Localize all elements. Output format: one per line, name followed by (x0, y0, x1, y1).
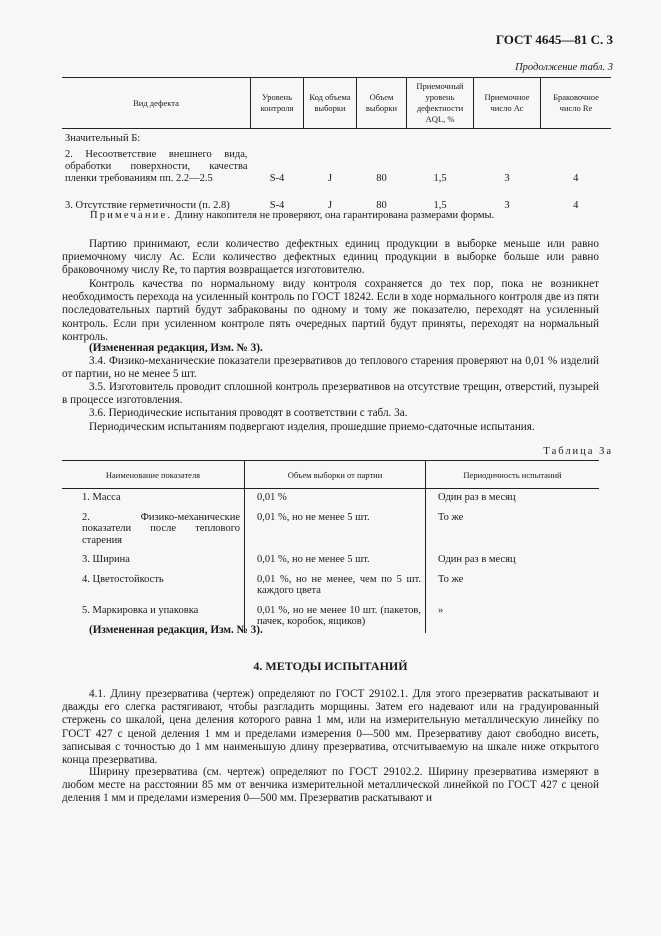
col-code: Код объема выборки (304, 78, 357, 129)
table-3a-title: Таблица 3а (543, 446, 613, 457)
paragraph-3-6: 3.6. Периодические испытания проводят в соответствии с табл. 3а. (89, 407, 408, 419)
level-cell: S-4 (269, 173, 285, 184)
paragraph-acceptance: Партию принимают, если количество дефектных единиц продукции в выборке меньше или равно приемочному числу Ас. Если количество дефектных единиц продукции в выборке больше или равно браковочному числу Re, то партия возвращается изготовителю. (62, 238, 599, 277)
col-re: Браковочное число Re (541, 78, 612, 129)
period-cell: То же (438, 511, 464, 523)
paragraph-3-6-b: Периодическим испытаниям подвергают изделия, прошедшие приемо-сдаточные испытания. (89, 421, 535, 433)
table-row (62, 509, 599, 552)
col-sample: Объем выборки от партии (245, 461, 426, 489)
period-cell: Один раз в месяц (438, 554, 516, 565)
aql-cell: 1,5 (433, 200, 447, 211)
level-cell: S-4 (269, 200, 285, 211)
sample-cell: 0,01 % (245, 489, 426, 509)
note-text: Длину накопителя не проверяют, она гарантирована размерами формы. (174, 210, 495, 221)
section-title: 4. МЕТОДЫ ИСПЫТАНИЙ (253, 659, 408, 673)
sample-cell: 0,01 %, но не менее 5 шт. (245, 551, 426, 571)
defect-cell: 2. Несоответствие внешнего вида, обработки поверхности, качества пленки требованиям пп. 2.2—2.5 (65, 149, 248, 184)
period-cell: » (438, 604, 444, 616)
paragraph-3-5: 3.5. Изготовитель проводит сплошной контроль презервативов на отсутствие трещин, отверстий, пузырей в процессе изготовления. (62, 381, 599, 407)
col-aql: Приемочный уровень дефектности AQL, % (407, 78, 474, 129)
revision-note: (Измененная редакция, Изм. № 3). (89, 342, 263, 354)
table-row (62, 185, 611, 212)
revision-note-2: (Измененная редакция, Изм. № 3). (89, 624, 263, 636)
aql-cell: 1,5 (433, 173, 447, 184)
indicator-cell: 1. Масса (82, 492, 121, 503)
table-3a (62, 460, 599, 633)
indicator-cell: 3. Ширина (82, 554, 130, 565)
paragraph-3-4: 3.4. Физико-механические показатели презервативов до теплового старения проверяют на 0,01 % изделий от партии, но не менее 5 шт. (62, 355, 599, 381)
sample-cell: 0,01 %, но не менее 5 шт. (245, 509, 426, 552)
col-period: Периодичность испытаний (426, 461, 600, 489)
indicator-cell: 2. Физико-механические показатели после теплового старения (82, 511, 240, 546)
paragraph-4-2: Ширину презерватива (см. чертеж) определяют по ГОСТ 29102.2. Ширину презерватива измеряют в любом месте на расстоянии 85 мм от венчика измерительной металлической линейкой по ГОСТ 427 с ценой деления 1 мм и пределами измерения 0—500 мм. Презерватив раскатывают и (62, 766, 599, 805)
page-header: ГОСТ 4645—81 С. 3 (495, 32, 613, 47)
paragraph-4-1: 4.1. Длину презерватива (чертеж) определяют по ГОСТ 29102.1. Для этого презерватив раскатывают и дважды его слегка растягивают, чтобы разгладить морщины. Затем его надевают или на градуированный стержень со шкалой, цена деления которого равна 1 мм, или на измерительную металлическую линейку по ГОСТ 427 с ценой деления 1 мм и пределами измерения 0—500 мм. Презервативу дают свободно висеть, записывая с точностью до 1 мм наименьшую длину презерватива, отсчитываемую на шкале ниже открытого конца презерватива. (62, 688, 599, 767)
col-defect: Вид дефекта (62, 78, 251, 129)
size-cell: 80 (376, 200, 387, 211)
table-continuation-label: Продолжение табл. 3 (515, 62, 613, 73)
table-row (62, 551, 599, 571)
table-row (62, 147, 611, 185)
col-indicator: Наименование показателя (62, 461, 245, 489)
col-level: Уровень контроля (251, 78, 304, 129)
sample-cell: 0,01 %, но не менее, чем по 5 шт. каждого цвета (245, 571, 426, 602)
group-label: Значительный Б: (65, 133, 141, 144)
period-cell: Один раз в месяц (438, 492, 516, 503)
table-3 (62, 77, 611, 212)
re-cell: 4 (573, 200, 579, 211)
table-note (90, 210, 494, 221)
code-cell: J (327, 200, 333, 211)
indicator-cell: 5. Маркировка и упаковка (82, 604, 199, 616)
indicator-cell: 4. Цветостойкость (82, 573, 164, 585)
re-cell: 4 (573, 173, 579, 184)
table-row (62, 489, 599, 509)
col-ac: Приемочное число Ас (474, 78, 541, 129)
ac-cell: 3 (504, 173, 510, 184)
size-cell: 80 (376, 173, 387, 184)
note-label: Примечание. (90, 210, 173, 221)
defect-cell: 3. Отсутствие герметичности (п. 2.8) (65, 200, 230, 211)
sample-cell: 0,01 %, но не менее 10 шт. (пакетов, пачек, коробок, ящиков) (245, 602, 426, 633)
code-cell: J (327, 173, 333, 184)
period-cell: То же (438, 573, 464, 585)
table-row (62, 571, 599, 602)
ac-cell: 3 (504, 200, 510, 211)
col-size: Объем выборки (357, 78, 407, 129)
paragraph-control: Контроль качества по нормальному виду контроля сохраняется до тех пор, пока не возникнет необходимость перехода на усиленный контроль по ГОСТ 18242. Если в ходе нормального контроля две из пяти последовательных партий будут забракованы по одному и тому же показателю, переходят на усиленный контроль. Если при усиленном контроле пять очередных партий будут приняты, переходят на нормальный контроль. (62, 278, 599, 343)
